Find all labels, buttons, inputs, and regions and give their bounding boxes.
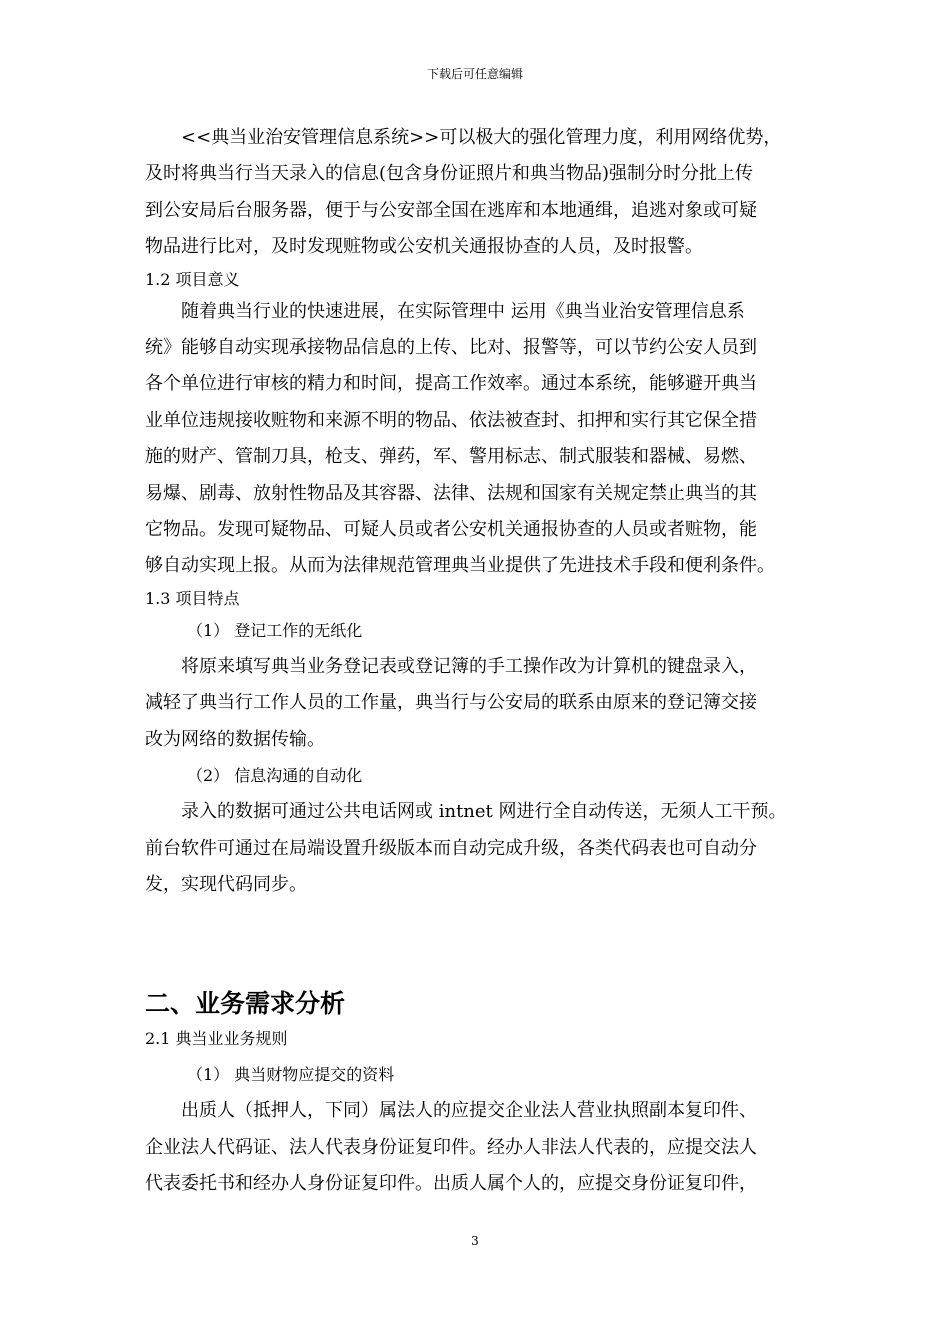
text-line: 它物品。发现可疑物品、可疑人员或者公安机关通报协查的人员或者赃物，能 [145,519,757,541]
list-item-2: （2） 信息沟通的自动化 [187,766,363,786]
text-line: 到公安局后台服务器，便于与公安部全国在逃库和本地通缉，追逃对象或可疑 [145,199,757,221]
spacer [145,903,815,987]
chapter-heading: 二、业务需求分析 [145,989,346,1019]
text-line: <<典当业治安管理信息系统>>可以极大的强化管理力度，利用网络优势， [181,127,782,148]
text-line: 企业法人代码证、法人代表身份证复印件。经办人非法人代表的，应提交法人 [145,1136,757,1158]
text-line: 录入的数据可通过公共电话网或 intnet 网进行全自动传送，无须人工干预。 [181,801,787,823]
page-header: 下载后可任意编辑 [426,67,523,81]
paragraph-intro [145,120,815,266]
paragraph-item2 [145,794,815,903]
text-line: 减轻了典当行工作人员的工作量，典当行与公安局的联系由原来的登记簿交接 [145,692,757,714]
list-item-1: （1） 登记工作的无纸化 [187,620,363,640]
section-heading-1-2: 1.2 项目意义 [145,269,240,289]
text-line: 物品进行比对，及时发现赃物或公安机关通报协查的人员，及时报警。 [145,236,703,258]
paragraph-materials [145,1093,815,1202]
text-line: 随着典当行业的快速进展，在实际管理中 运用《典当业治安管理信息系 [181,300,745,322]
text-line: 业单位违规接收赃物和来源不明的物品、依法被查封、扣押和实行其它保全措 [145,409,757,431]
text-line: 够自动实现上报。从而为法律规范管理典当业提供了先进技术手段和便利条件。 [145,555,775,577]
page-number: 3 [471,1234,479,1248]
text-line: 改为网络的数据传输。 [145,728,325,750]
text-line: 代表委托书和经办人身份证复印件。出质人属个人的，应提交身份证复印件， [145,1173,757,1195]
text-line: 发，实现代码同步。 [145,873,307,895]
paragraph-meaning [145,294,815,585]
text-line: 前台软件可通过在局端设置升级版本而自动完成升级，各类代码表也可自动分 [145,837,757,859]
text-line: 出质人（抵押人，下同）属法人的应提交企业法人营业执照副本复印件、 [181,1100,757,1122]
text-line: 统》能够自动实现承接物品信息的上传、比对、报警等，可以节约公安人员到 [145,337,757,359]
list-item-materials: （1） 典当财物应提交的资料 [187,1065,395,1085]
section-heading-2-1: 2.1 典当业业务规则 [145,1029,288,1049]
text-line: 及时将典当行当天录入的信息(包含身份证照片和典当物品)强制分时分批上传 [145,163,754,185]
text-line: 将原来填写典当业务登记表或登记簿的手工操作改为计算机的键盘录入， [181,655,757,677]
paragraph-item1 [145,649,815,758]
document-body [145,120,815,1203]
text-line: 各个单位进行审核的精力和时间，提高工作效率。通过本系统，能够避开典当 [145,373,757,395]
text-line: 易爆、剧毒、放射性物品及其容器、法律、法规和国家有关规定禁止典当的其 [145,482,757,504]
text-line: 施的财产、管制刀具，枪支、弹药，军、警用标志、制式服装和器械、易燃、 [145,446,757,468]
section-heading-1-3: 1.3 项目特点 [145,588,240,608]
